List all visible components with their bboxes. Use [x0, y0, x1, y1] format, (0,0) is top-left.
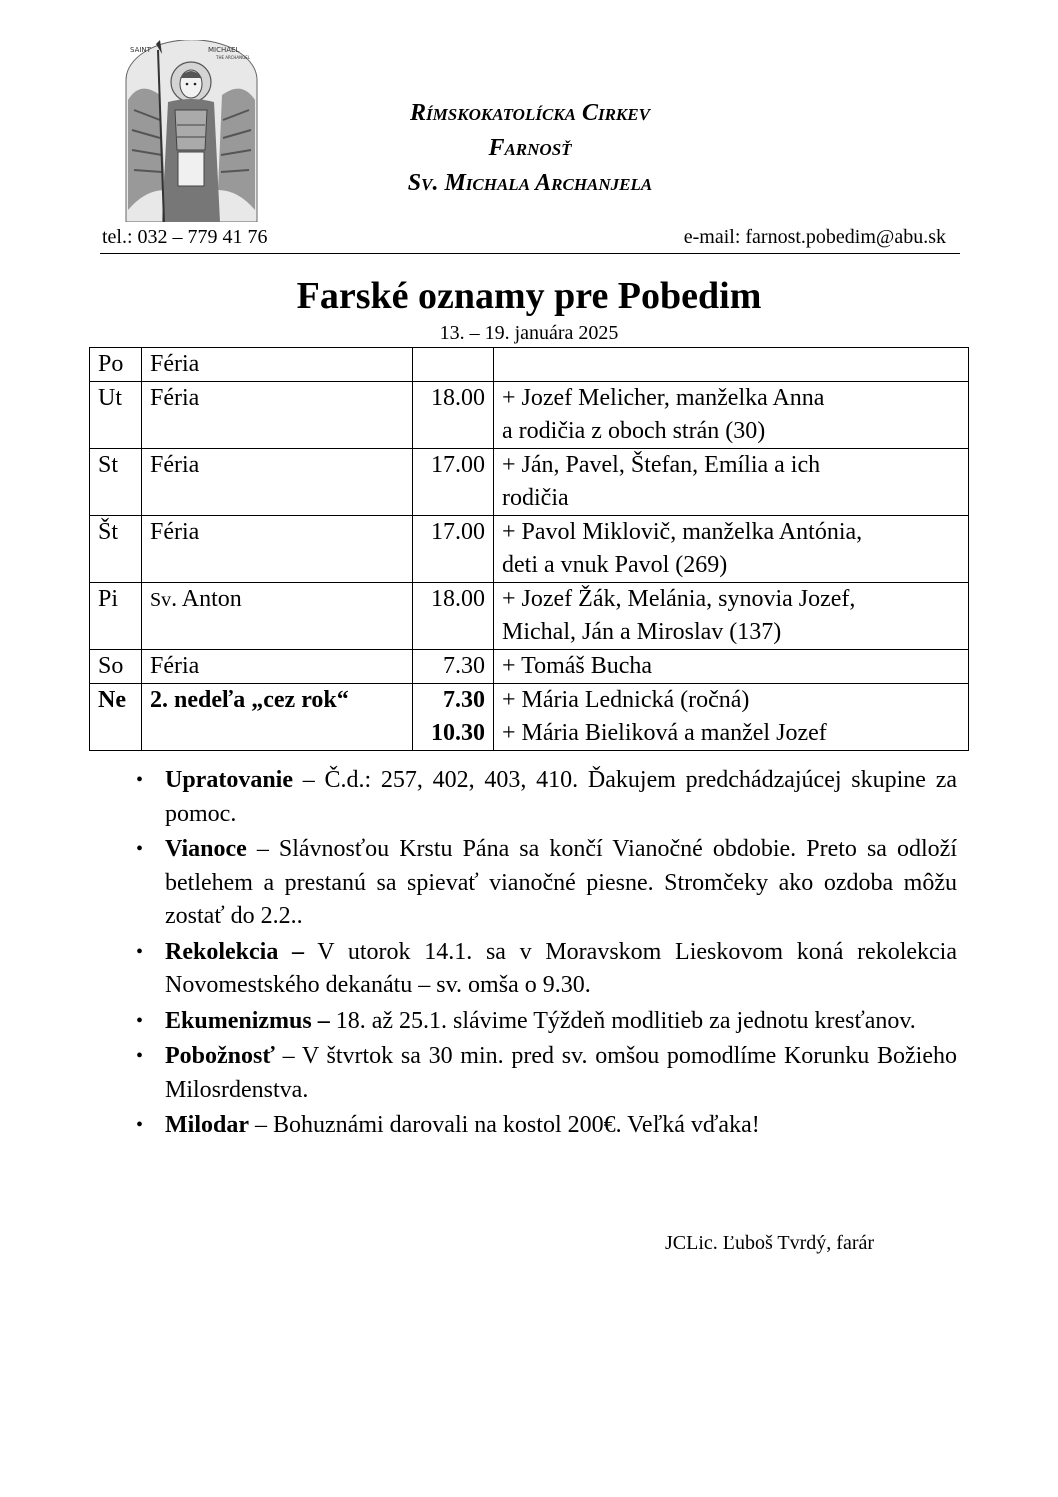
intention-cell — [494, 348, 969, 382]
time-cell: 17.00 — [413, 516, 494, 583]
list-item — [133, 1040, 957, 1107]
intention-line: + Pavol Miklovič, manželka Antónia, — [502, 519, 863, 545]
day-cell: St — [90, 449, 142, 516]
feast-cell: 2. nedeľa „cez rok“ — [142, 684, 413, 751]
intention-cell — [494, 583, 969, 650]
intention-cell — [494, 650, 969, 684]
intention-line: + Ján, Pavel, Štefan, Emília a ich — [502, 452, 821, 478]
intention-cell — [494, 684, 969, 751]
day-cell: Št — [90, 516, 142, 583]
notice-label: Milodar — [165, 1112, 249, 1138]
table-row — [90, 583, 969, 650]
signature: JCLic. Ľuboš Tvrdý, farár — [665, 1232, 875, 1254]
notice-label: Pobožnosť — [165, 1043, 275, 1069]
intention-line: Michal, Ján a Miroslav (137) — [502, 619, 782, 645]
phone-number: tel.: 032 – 779 41 76 — [102, 226, 268, 248]
table-row — [90, 449, 969, 516]
list-item — [133, 1005, 957, 1039]
intention-line: a rodičia z oboch strán (30) — [502, 418, 766, 444]
feast-cell: Féria — [142, 449, 413, 516]
intention-line: + Mária Lednická (ročná) — [502, 687, 750, 713]
time-cell: 18.00 — [413, 583, 494, 650]
notice-text: – V štvrtok sa 30 min. pred sv. omšou pomodlíme Korunku Božieho Milosrdenstva. — [165, 1043, 957, 1103]
day-cell: Ut — [90, 382, 142, 449]
time-cell: 18.00 — [413, 382, 494, 449]
intention-line: + Tomáš Bucha — [502, 653, 653, 679]
intention-line: rodičia — [502, 485, 569, 511]
intention-line: + Mária Bieliková a manžel Jozef — [502, 720, 827, 746]
church-line-2: Farnosť — [488, 135, 572, 161]
notice-text: – Č.d.: 257, 402, 403, 410. Ďakujem predchádzajúcej skupine za pomoc. — [165, 767, 957, 827]
bullet-icon: • — [136, 769, 144, 791]
logo-subtext: THE ARCHANGEL — [216, 55, 250, 60]
intention-line: + Jozef Žák, Melánia, synovia Jozef, — [502, 586, 856, 612]
mass-schedule-table — [89, 347, 969, 751]
time-value: 10.30 — [431, 720, 485, 746]
notice-text: 18. až 25.1. slávime Týždeň modlitieb za jednotu kresťanov. — [329, 1007, 916, 1034]
logo-text-michael: MICHAEL — [208, 46, 240, 54]
page-title: Farské oznamy pre Pobedim — [296, 275, 762, 317]
bullet-icon: • — [136, 940, 144, 963]
intention-line: + Jozef Melicher, manželka Anna — [502, 385, 825, 411]
bullet-icon: • — [136, 1045, 144, 1067]
intention-line: deti a vnuk Pavol (269) — [502, 552, 728, 578]
list-item — [133, 1109, 957, 1143]
bullet-icon: • — [136, 838, 144, 860]
bullet-icon: • — [136, 1009, 144, 1032]
church-name — [300, 96, 760, 201]
time-cell — [413, 684, 494, 751]
day-cell: Po — [90, 348, 142, 382]
table-row — [90, 348, 969, 382]
feast-cell: Féria — [142, 650, 413, 684]
email-address: e-mail: farnost.pobedim@abu.sk — [683, 226, 946, 248]
feast-cell: Féria — [142, 348, 413, 382]
day-cell: So — [90, 650, 142, 684]
table-row — [90, 382, 969, 449]
logo-text-saint: SAINT — [130, 46, 151, 54]
notice-text: – Bohuznámi darovali na kostol 200€. Veľká vďaka! — [249, 1112, 760, 1138]
time-cell: 7.30 — [413, 650, 494, 684]
feast-name: . Anton — [171, 586, 242, 612]
notice-label: Rekolekcia – — [165, 938, 305, 965]
list-item — [133, 833, 957, 934]
notice-text: – Slávnosťou Krstu Pána sa končí Vianočné obdobie. Preto sa odloží betlehem a prestanú sa spievať vianočné piesne. Stromčeky ako ozdoba môžu zostať do 2.2.. — [165, 836, 957, 929]
intention-cell — [494, 449, 969, 516]
notice-label: Upratovanie — [165, 767, 293, 793]
table-row — [90, 650, 969, 684]
table-row — [90, 684, 969, 751]
feast-cell: Féria — [142, 382, 413, 449]
feast-prefix: Sv — [150, 589, 172, 611]
bullet-icon: • — [136, 1114, 144, 1136]
notice-label: Ekumenizmus – — [165, 1007, 330, 1034]
time-value: 7.30 — [443, 687, 485, 713]
intention-cell — [494, 382, 969, 449]
day-cell: Ne — [90, 684, 142, 751]
feast-cell — [142, 583, 413, 650]
day-cell: Pi — [90, 583, 142, 650]
time-cell: 17.00 — [413, 449, 494, 516]
list-item — [133, 764, 957, 831]
church-line-3: Sv. Michala Archanjela — [407, 170, 653, 196]
time-cell — [413, 348, 494, 382]
table-row — [90, 516, 969, 583]
notices-list — [133, 764, 957, 1145]
notice-text: V utorok 14.1. sa v Moravskom Lieskovom koná rekolekcia Novomestského dekanátu – sv. omša o 9.30. — [165, 938, 958, 998]
church-line-1: Rímskokatolícka Cirkev — [410, 100, 650, 126]
notice-label: Vianoce — [165, 836, 247, 862]
intention-cell — [494, 516, 969, 583]
contact-bar — [100, 226, 960, 254]
saint-michael-icon — [120, 40, 263, 222]
list-item — [133, 936, 957, 1003]
feast-cell: Féria — [142, 516, 413, 583]
date-range: 13. – 19. januára 2025 — [439, 322, 619, 344]
